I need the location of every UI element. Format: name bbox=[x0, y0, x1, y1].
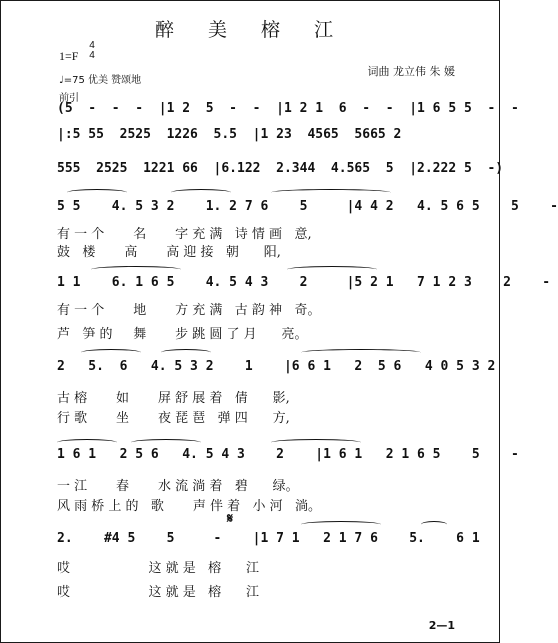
notation-row-4: 5 5 4. 5 3 2 1. 2 7 6 5 |4 4 2 4. 5 6 5 5 - bbox=[57, 199, 558, 214]
notation-row-3: 555 2525 1221 66 |6.122 2.344 4.565 5 |2.222 5 -) bbox=[57, 161, 504, 176]
lyric-row-verse-1: 有 一 个 地 方 充 满 古 韵 神 奇。 bbox=[57, 303, 321, 318]
notation-row-8: 2. #4 5 5 - |1 7 1 2 1 7 6 5. 6 1 bbox=[57, 531, 480, 546]
notation-row-1: (5 - - - |1 2 5 - - |1 2 1 6 - - |1 6 5 5 - - bbox=[57, 101, 519, 116]
lyric-row-verse-2: 风 雨 桥 上 的 歌 声 伴 着 小 河 淌。 bbox=[57, 499, 322, 514]
slur-mark bbox=[287, 266, 377, 273]
segno-sign: 𝄋 bbox=[227, 511, 234, 527]
lyric-row-verse-1: 一 江 春 水 流 淌 着 碧 绿。 bbox=[57, 479, 299, 494]
slur-mark bbox=[271, 439, 361, 446]
song-title: 醉 美 榕 江 bbox=[154, 19, 348, 41]
lyric-row-verse-2: 芦 笋 的 舞 步 跳 圆 了 月 亮。 bbox=[57, 327, 308, 342]
slur-mark bbox=[81, 349, 141, 356]
slur-mark bbox=[67, 189, 127, 196]
tempo-marking: ♩=75 优美 赞颂地 bbox=[59, 75, 142, 86]
notation-row-5: 1 1 6. 1 6 5 4. 5 4 3 2 |5 2 1 7 1 2 3 2 - bbox=[57, 275, 551, 290]
meter-bottom: 4 bbox=[89, 50, 95, 61]
page-number: 2—1 bbox=[428, 619, 455, 632]
prelude-label: 前引 bbox=[59, 93, 79, 104]
slur-mark bbox=[91, 266, 181, 273]
notation-row-2: |:5 55 2525 1226 5.5 |1 23 4565 5665 2 bbox=[57, 127, 402, 142]
time-signature bbox=[87, 41, 97, 61]
lyric-row-verse-1: 哎 这 就 是 榕 江 bbox=[57, 561, 259, 576]
key-signature: 1=F bbox=[59, 49, 79, 63]
composer-credits: 词曲 龙立伟 朱 媛 bbox=[367, 65, 455, 78]
lyric-row-verse-2: 鼓 楼 高 高 迎 接 朝 阳, bbox=[57, 245, 281, 260]
slur-mark bbox=[161, 349, 211, 356]
slur-mark bbox=[301, 349, 421, 356]
notation-row-6: 2 5. 6 4. 5 3 2 1 |6 6 1 2 5 6 4 0 5 3 2 bbox=[57, 359, 496, 374]
lyric-row-verse-1: 古 榕 如 屏 舒 展 着 倩 影, bbox=[57, 391, 290, 406]
slur-mark bbox=[171, 189, 231, 196]
slur-mark bbox=[271, 189, 391, 196]
notation-row-7: 1 6 1 2 5 6 4. 5 4 3 2 |1 6 1 2 1 6 5 5 - bbox=[57, 447, 519, 462]
slur-mark bbox=[131, 439, 201, 446]
slur-mark bbox=[301, 521, 381, 528]
lyric-row-verse-2: 行 歌 坐 夜 琵 琶 弹 四 方, bbox=[57, 411, 290, 426]
lyric-row-verse-1: 有 一 个 名 字 充 满 诗 情 画 意, bbox=[57, 227, 312, 242]
slur-mark bbox=[421, 521, 447, 528]
lyric-row-verse-2: 哎 这 就 是 榕 江 bbox=[57, 585, 259, 600]
meter-top: 4 bbox=[89, 40, 95, 51]
slur-mark bbox=[57, 439, 117, 446]
